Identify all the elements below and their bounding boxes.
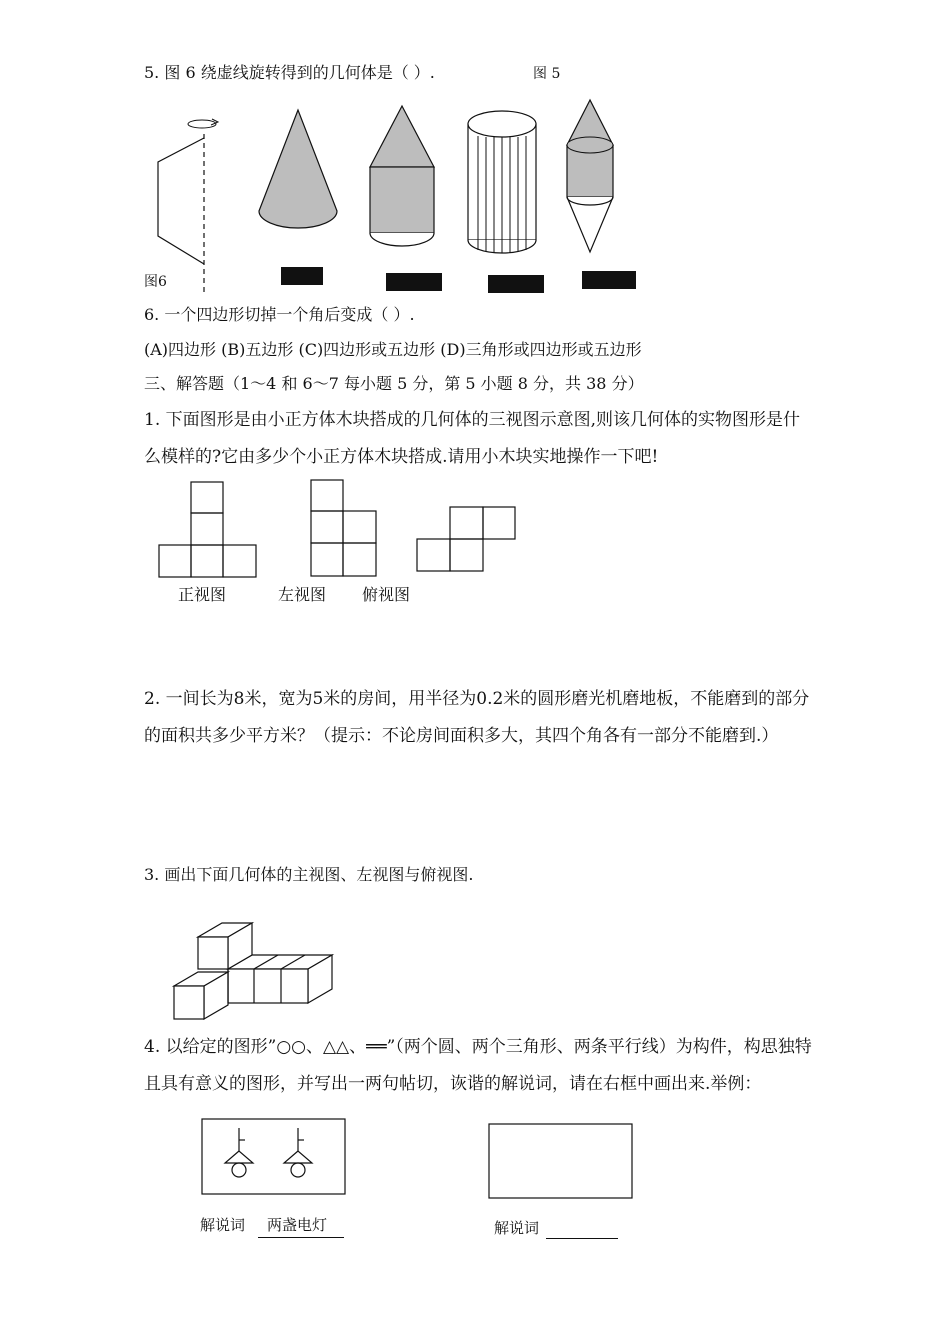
q5-fig-note: 图 5 <box>533 66 561 82</box>
example-caption: 两盏电灯 <box>267 1216 328 1234</box>
example-caption-underline <box>258 1237 344 1238</box>
p2-line1: 2. 一间长为8米，宽为5米的房间，用半径为0.2米的圆形磨光机磨地板，不能磨到的部分 <box>144 689 810 709</box>
answer-caption-label: 解说词 <box>494 1219 540 1237</box>
figure6-label: 图6 <box>144 274 167 290</box>
q6-text: 6. 一个四边形切掉一个角后变成（ ）. <box>144 305 415 324</box>
p1-line1: 1. 下面图形是由小正方体木块搭成的几何体的三视图示意图,则该几何体的实物图形是什 <box>144 410 801 430</box>
p1-line2: 么模样的?它由多少个小正方体木块搭成.请用小木块实地操作一下吧! <box>144 447 659 467</box>
p2-line2: 的面积共多少平方米？（提示：不论房间面积多大，其四个角各有一部分不能磨到.） <box>144 726 779 746</box>
p3-line1: 3. 画出下面几何体的主视图、左视图与俯视图. <box>144 865 474 884</box>
example-caption-label: 解说词 <box>200 1216 246 1234</box>
lamp-icon <box>225 1128 253 1177</box>
lamp-icon <box>284 1128 312 1177</box>
p4-line1: 4. 以给定的图形”○○、△△、══”（两个圆、两个三角形、两条平行线）为构件，构思独特 <box>144 1037 812 1057</box>
q5-text: 5. 图 6 绕虚线旋转得到的几何体是（ ）. <box>144 63 435 82</box>
top-view-label: 俯视图 <box>362 585 411 604</box>
section3-heading: 三、解答题（1～4 和 6～7 每小题 5 分，第 5 小题 8 分，共 38 分） <box>144 374 644 393</box>
example-box <box>202 1119 345 1194</box>
left-view-label: 左视图 <box>278 585 327 604</box>
answer-caption-blank[interactable] <box>546 1238 618 1239</box>
answer-box[interactable] <box>489 1124 632 1198</box>
p4-line2: 且具有意义的图形，并写出一两句帖切，诙谐的解说词，请在右框中画出来.举例： <box>144 1074 762 1094</box>
front-view-label: 正视图 <box>178 585 227 604</box>
q6-choices: (A)四边形 (B)五边形 (C)四边形或五边形 (D)三角形或四边形或五边形 <box>144 340 642 359</box>
